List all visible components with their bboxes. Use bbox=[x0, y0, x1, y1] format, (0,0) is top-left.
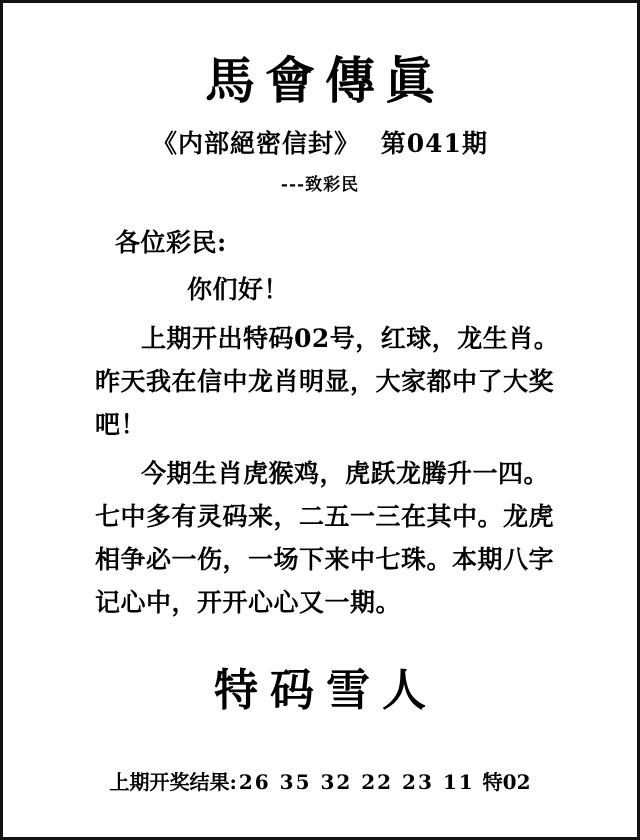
page-title: 馬會傳眞 bbox=[205, 51, 445, 110]
dedication-line: ---致彩民 bbox=[280, 174, 360, 195]
letter-body bbox=[29, 221, 611, 624]
result-numbers: 26 35 32 22 23 11 bbox=[238, 770, 475, 794]
result-label: 上期开奖结果: bbox=[109, 770, 237, 794]
subtitle-row bbox=[29, 124, 611, 160]
issue-number: 第041期 bbox=[380, 128, 488, 158]
paragraph-1: 上期开出特码02号，红球，龙生肖。昨天我在信中龙肖明显，大家都中了大奖吧！ bbox=[95, 323, 560, 439]
poster-content bbox=[3, 3, 637, 837]
result-special-number: 特02 bbox=[482, 770, 531, 794]
signature-title: 特码雪人 bbox=[214, 664, 438, 716]
salutation: 各位彩民: bbox=[115, 227, 227, 257]
paragraph-2: 今期生肖虎猴鸡，虎跃龙腾升一四。七中多有灵码来，二五一三在其中。龙虎相争必一伤，一场下来中七珠。本期八字记心中，开开心心又一期。 bbox=[95, 458, 555, 617]
previous-draw-result bbox=[3, 766, 637, 795]
greeting: 你们好！ bbox=[187, 274, 290, 304]
sealed-envelope-label: 《内部絕密信封》 bbox=[152, 128, 361, 158]
